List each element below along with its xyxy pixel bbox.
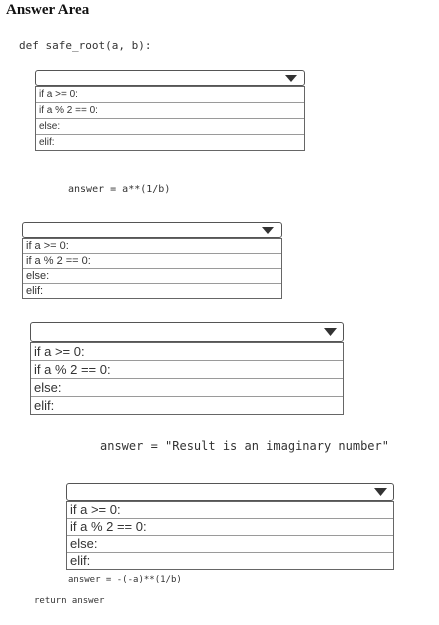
dropdown-2-option-if-a-ge-0[interactable]: if a >= 0:	[23, 238, 281, 253]
dropdown-2-select[interactable]	[22, 222, 282, 238]
dropdown-1-option-else[interactable]: else:	[36, 118, 304, 134]
code-answer-power: answer = a**(1/b)	[68, 184, 171, 195]
dropdown-1-option-elif[interactable]: elif:	[36, 134, 304, 150]
dropdown-4	[66, 483, 394, 570]
code-answer-imaginary: answer = "Result is an imaginary number"	[100, 439, 389, 453]
dropdown-3	[30, 322, 344, 415]
dropdown-4-option-elif[interactable]: elif:	[67, 552, 393, 569]
dropdown-2	[22, 222, 282, 299]
dropdown-2-option-if-a-mod-2[interactable]: if a % 2 == 0:	[23, 253, 281, 268]
dropdown-2-option-elif[interactable]: elif:	[23, 283, 281, 298]
dropdown-4-option-if-a-ge-0[interactable]: if a >= 0:	[67, 501, 393, 518]
chevron-down-icon[interactable]	[321, 327, 339, 337]
dropdown-3-option-else[interactable]: else:	[31, 378, 343, 396]
chevron-down-icon[interactable]	[371, 487, 389, 497]
dropdown-4-select[interactable]	[66, 483, 394, 501]
dropdown-1-options	[35, 86, 305, 151]
dropdown-4-option-else[interactable]: else:	[67, 535, 393, 552]
dropdown-2-option-else[interactable]: else:	[23, 268, 281, 283]
chevron-down-icon[interactable]	[282, 73, 300, 83]
dropdown-3-option-elif[interactable]: elif:	[31, 396, 343, 414]
dropdown-4-option-if-a-mod-2[interactable]: if a % 2 == 0:	[67, 518, 393, 535]
dropdown-3-option-if-a-mod-2[interactable]: if a % 2 == 0:	[31, 360, 343, 378]
dropdown-1-option-if-a-ge-0[interactable]: if a >= 0:	[36, 86, 304, 102]
dropdown-4-options	[66, 501, 394, 570]
code-def-line: def safe_root(a, b):	[19, 39, 152, 52]
dropdown-3-option-if-a-ge-0[interactable]: if a >= 0:	[31, 342, 343, 360]
code-return-line: return answer	[34, 596, 105, 606]
dropdown-1-select[interactable]	[35, 70, 305, 86]
chevron-down-icon[interactable]	[259, 225, 277, 235]
dropdown-3-select[interactable]	[30, 322, 344, 342]
answer-area-title: Answer Area	[6, 2, 90, 18]
dropdown-1	[35, 70, 305, 151]
dropdown-3-options	[30, 342, 344, 415]
code-answer-negative: answer = -(-a)**(1/b)	[68, 575, 182, 585]
dropdown-1-option-if-a-mod-2[interactable]: if a % 2 == 0:	[36, 102, 304, 118]
dropdown-2-options	[22, 238, 282, 299]
